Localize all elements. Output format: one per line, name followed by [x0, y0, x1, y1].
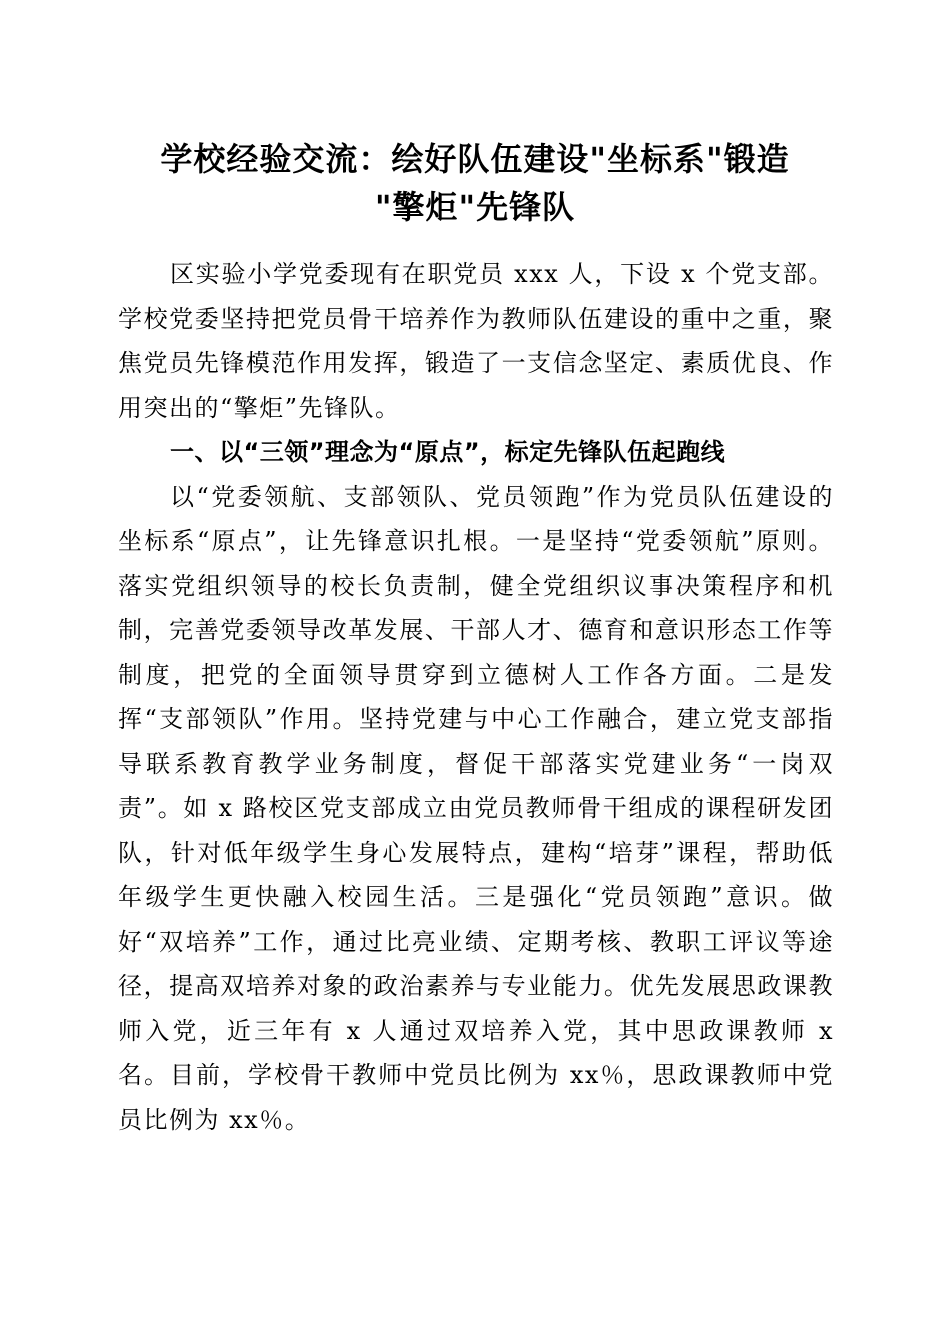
document-title — [110, 135, 840, 231]
document-title-line-1: 学校经验交流：绘好队伍建设"坐标系"锻造 — [160, 140, 790, 178]
document-title-line-2: "擎炬"先锋队 — [374, 188, 576, 226]
document-body — [118, 252, 834, 1142]
section-paragraph: 以“党委领航、支部领队、党员领跑”作为党员队伍建设的坐标系“原点”，让先锋意识扎根。一是坚持“党委领航”原则。落实党组织领导的校长负责制，健全党组织议事决策程序和机制，完善党委领导改革发展、干部人才、德育和意识形态工作等制度，把党的全面领导贯穿到立德树人工作各方面。二是发挥“支部领队”作用。坚持党建与中心工作融合，建立党支部指导联系教育教学业务制度，督促干部落实党建业务“一岗双责”。如 x 路校区党支部成立由党员教师骨干组成的课程研发团队，针对低年级学生身心发展特点，建构“培芽”课程，帮助低年级学生更快融入校园生活。三是强化“党员领跑”意识。做好“双培养”工作，通过比亮业绩、定期考核、教职工评议等途径，提高双培养对象的政治素养与专业能力。优先发展思政课教师入党，近三年有 x 人通过双培养入党，其中思政课教师 x 名。目前，学校骨干教师中党员比例为 xx％，思政课教师中党员比例为 xx％。 — [118, 482, 834, 1134]
intro-paragraph: 区实验小学党委现有在职党员 xxx 人，下设 x 个党支部。学校党委坚持把党员骨干培养作为教师队伍建设的重中之重，聚焦党员先锋模范作用发挥，锻造了一支信念坚定、素质优良、作用突出的“擎炬”先锋队。 — [118, 260, 834, 422]
section-heading: 一、以“三领”理念为“原点”，标定先锋队伍起跑线 — [170, 438, 726, 466]
